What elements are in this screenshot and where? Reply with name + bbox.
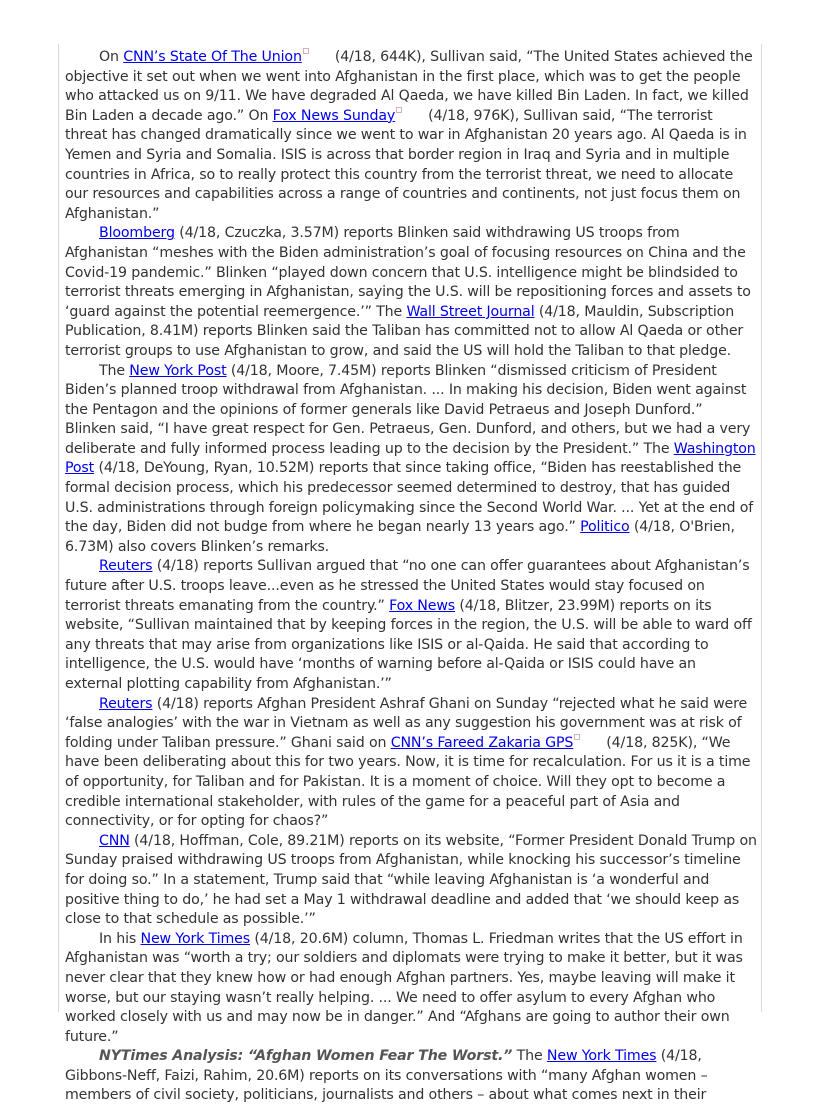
news-paragraph xyxy=(65,695,757,832)
paragraph-text: (4/18, 20.6M) column, Thomas L. Friedman writes that the US effort in Afghanistan was “worth a try; our soldiers and diplomats were trying to make it better, but it was never clear that they knew how or had enough Afghan partners. Yes, maybe leaving will make it worse, but our staying wasn’t really helping. ... We need to offer asylum to every Afghan who worked closely with us and may now be in danger.” And “Afghans are going to author their own future.” xyxy=(65,930,743,1045)
paragraph-text: (4/18, DeYoung, Ryan, 10.52M) reports that since taking office, “Biden has reestablished the formal decision process, which his predecessor seemed determined to destroy, that has guided U.S. administrations through foreign policymaking since the Second World War. ... Yet at the end of the day, Biden did not budge from where he began nearly 13 years ago.” xyxy=(65,460,754,536)
source-link[interactable]: New York Post xyxy=(129,362,227,379)
source-link[interactable]: CNN xyxy=(99,832,130,849)
section-heading: NYTimes Analysis: “Afghan Women Fear The Worst.” xyxy=(99,1048,513,1065)
news-paragraph xyxy=(65,1047,757,1106)
source-link[interactable]: Washington Post xyxy=(65,440,756,477)
paragraph-text: (4/18, Gibbons-Neff, Faizi, Rahim, 20.6M) reports on its conversations with “many Afghan women – members of civil society, politicians, journalists and others – about what comes next in their xyxy=(65,1048,708,1104)
source-link[interactable]: CNN’s State Of The Union xyxy=(123,49,302,65)
source-link[interactable]: New York Times xyxy=(140,930,250,947)
paragraph-text: (4/18, 644K), Sullivan said, “The United States achieved the objective it set out when we went into Afghanistan in the first place, which was to get the people who attacked us on 9/11. We have degraded Al Qaeda, we have killed Bin Laden. In fact, we killed Bin Laden a decade ago.” On xyxy=(65,49,753,124)
paragraph-text: (4/18, Blitzer, 23.99M) reports on its website, “Sullivan maintained that by keeping forces in the region, the U.S. will be able to ward off any threats that may arise from organizations like ISIS or al-Qaida. He said that according to intelligence, the U.S. would have ‘months of warning before al-Qaida or ISIS could have an external plotting capability from Afghanistan.’” xyxy=(65,597,752,692)
source-link[interactable]: Reuters xyxy=(99,695,153,712)
paragraph-text: (4/18, 825K), “We have been deliberating about this for two years. Now, it is time for recalculation. For us it is a time of opportunity, for Taliban and for Pakistan. It is a moment of choice. Will they opt to become a credible international stakeholder, with rules of the game for a peaceful part of Asia and connectivity, or for opting for chaos?” xyxy=(65,734,751,830)
media-marker-icon xyxy=(396,107,402,113)
news-paragraph xyxy=(65,930,757,1048)
paragraph-text: (4/18, Mauldin, Subscription Publication, 8.41M) reports Blinken said the Taliban has committed not to allow Al Qaeda or other terrorist groups to use Afghanistan to grow, and said the US will hold the Taliban to that pledge. xyxy=(65,303,744,359)
paragraph-text: (4/18) reports Afghan President Ashraf Ghani on Sunday “rejected what he said were ‘false analogies’ with the war in Vietnam as well as any suggestion his government was at risk of folding under Taliban pressure.” Ghani said on xyxy=(65,695,748,751)
source-link[interactable]: Wall Street Journal xyxy=(406,303,535,320)
document-body xyxy=(65,48,757,1106)
news-paragraph xyxy=(65,362,757,558)
paragraph-text: (4/18, O'Brien, 6.73M) also covers Blinken’s remarks. xyxy=(65,519,735,555)
media-marker-icon xyxy=(574,734,580,740)
paragraph-text: (4/18) reports Sullivan argued that “no one can offer guarantees about Afghanistan’s future after U.S. troops leave...even as he stressed the United States would stay focused on terrorist threats emanating from the country.” xyxy=(65,558,750,614)
paragraph-text: (4/18, 976K), Sullivan said, “The terrorist threat has changed dramatically since we went to war in Afghanistan 20 years ago. Al Qaeda is in Yemen and Syria and Somalia. ISIS is across that border region in Iraq and Syria and in multiple countries in Africa, so to really protect this country from the terrorist threat, we need to allocate our resources and capabilities across a range of countries and continents, not just focus them on Afghanistan.” xyxy=(65,107,747,222)
news-paragraph xyxy=(65,832,757,930)
news-paragraph xyxy=(65,48,757,224)
source-link[interactable]: CNN’s Fareed Zakaria GPS xyxy=(390,734,574,751)
paragraph-text: The xyxy=(512,1048,547,1065)
source-link[interactable]: Bloomberg xyxy=(99,225,175,242)
media-marker-icon xyxy=(303,48,309,54)
source-link[interactable]: Fox News Sunday xyxy=(272,107,396,124)
source-link[interactable]: Fox News xyxy=(389,597,456,614)
source-link[interactable]: Reuters xyxy=(99,558,153,575)
paragraph-text: (4/18, Hoffman, Cole, 89.21M) reports on its website, “Former President Donald Trump on Sunday praised withdrawing US troops from Afghanistan, while knocking his successor’s timeline for doing so.” In a statement, Trump said that “while leaving Afghanistan is ‘a wonderful and positive thing to do,’ he had set a May 1 withdrawal deadline and added that ‘we should keep as close to that schedule as possible.’” xyxy=(65,832,757,928)
source-link[interactable]: New York Times xyxy=(546,1048,657,1065)
paragraph-text: (4/18, Moore, 7.45M) reports Blinken “dismissed criticism of President Biden’s planned troop withdrawal from Afghanistan. ... In making his decision, Biden went against the Pentagon and the opinions of former generals like David Petraeus and Joseph Dunford.” Blinken said, “I have great respect for Gen. Petraeus, Gen. Dunford, and others, but we had a very deliberate and fully informed process leading up to the decision by the President.” The xyxy=(65,362,751,457)
paragraph-text: (4/18, Czuczka, 3.57M) reports Blinken said withdrawing US troops from Afghanistan “meshes with the Biden administration’s goal of focusing resources on China and the Covid-19 pandemic.” Blinken “played down concern that U.S. intelligence might be blindsided to terrorist threats emerging in Afghanistan, saying the U.S. will be repositioning forces and assets to ‘guard against the potential reemergence.’” The xyxy=(65,225,751,320)
source-link[interactable]: Politico xyxy=(580,519,630,536)
paragraph-text: On xyxy=(99,49,124,65)
news-paragraph xyxy=(65,224,757,361)
paragraph-text: In his xyxy=(99,930,141,947)
paragraph-text: The xyxy=(99,362,130,379)
news-paragraph xyxy=(65,557,757,694)
